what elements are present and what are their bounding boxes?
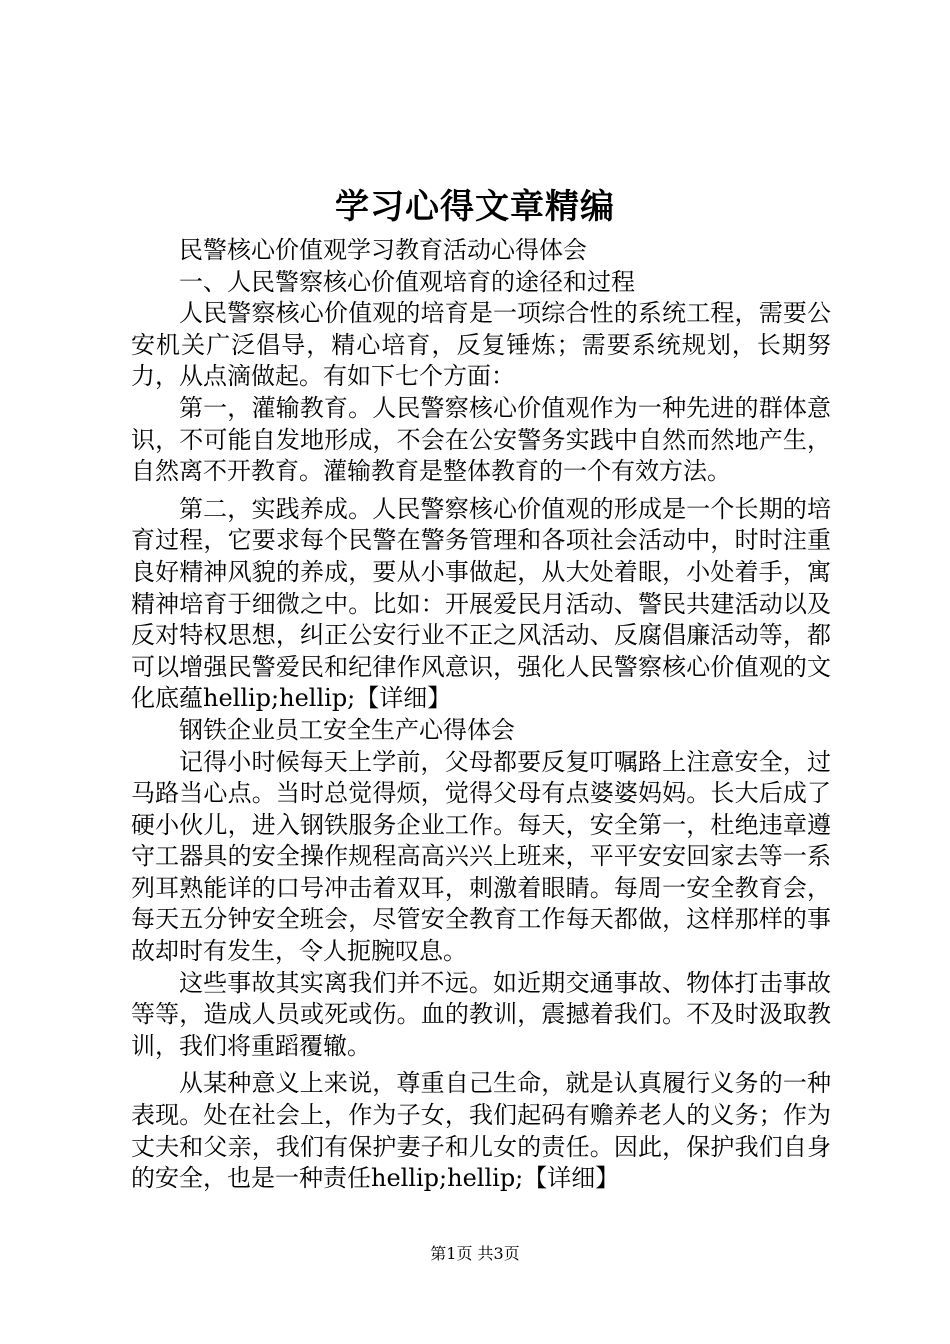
subheading-cultivation-path: 一、人民警察核心价值观培育的途径和过程 — [179, 267, 635, 296]
document-title: 学习心得文章精编 — [335, 187, 615, 227]
paragraph-second-practice: 第二，实践养成。人民警察核心价值观的形成是一个长期的培育过程，它要求每个民警在警务管理和各项社会活动中，时时注重良好精神风貌的养成，要从小事做起，从大处着眼，小处着手，寓精神培育于细微之中。比如：开展爱民月活动、警民共建活动以及反对特权思想，纠正公安行业不正之风活动、反腐倡廉活动等，都可以增强民警爱民和纪律作风意识，强化人民警察核心价值观的文化底蕴hellip;hellip;【详细】 — [131, 494, 831, 713]
document-body — [131, 235, 831, 1195]
paragraph-accidents: 这些事故其实离我们并不远。如近期交通事故、物体打击事故等等，造成人员或死或伤。血的教训，震撼着我们。不及时汲取教训，我们将重蹈覆辙。 — [131, 968, 831, 1060]
paragraph-first-education: 第一，灌输教育。人民警察核心价值观作为一种先进的群体意识，不可能自发地形成，不会在公安警务实践中自然而然地产生，自然离不开教育。灌输教育是整体教育的一个有效方法。 — [131, 393, 831, 486]
section-heading-police: 民警核心价值观学习教育活动心得体会 — [179, 236, 587, 264]
paragraph-childhood-safety: 记得小时候每天上学前，父母都要反复叮嘱路上注意安全，过马路当心点。当时总觉得烦，觉得父母有点婆婆妈妈。长大后成了硬小伙儿，进入钢铁服务企业工作。每天，安全第一，杜绝违章遵守工器具的安全操作规程高高兴兴上班来，平平安安回家去等一系列耳熟能详的口号冲击着双耳，刺激着眼睛。每周一安全教育会，每天五分钟安全班会，尽管安全教育工作每天都做，这样那样的事故却时有发生，令人扼腕叹息。 — [131, 747, 831, 966]
section-heading-steel: 钢铁企业员工安全生产心得体会 — [179, 715, 515, 744]
paragraph-responsibility: 从某种意义上来说，尊重自己生命，就是认真履行义务的一种表现。处在社会上，作为子女，我们起码有赡养老人的义务；作为丈夫和父亲，我们有保护妻子和儿女的责任。因此，保护我们自身的安全，也是一种责任hellip;hellip;【详细】 — [131, 1069, 831, 1193]
paragraph-intro: 人民警察核心价值观的培育是一项综合性的系统工程，需要公安机关广泛倡导，精心培育，反复锤炼；需要系统规划，长期努力，从点滴做起。有如下七个方面： — [131, 299, 831, 391]
page-number-footer: 第1页 共3页 — [430, 1244, 520, 1263]
